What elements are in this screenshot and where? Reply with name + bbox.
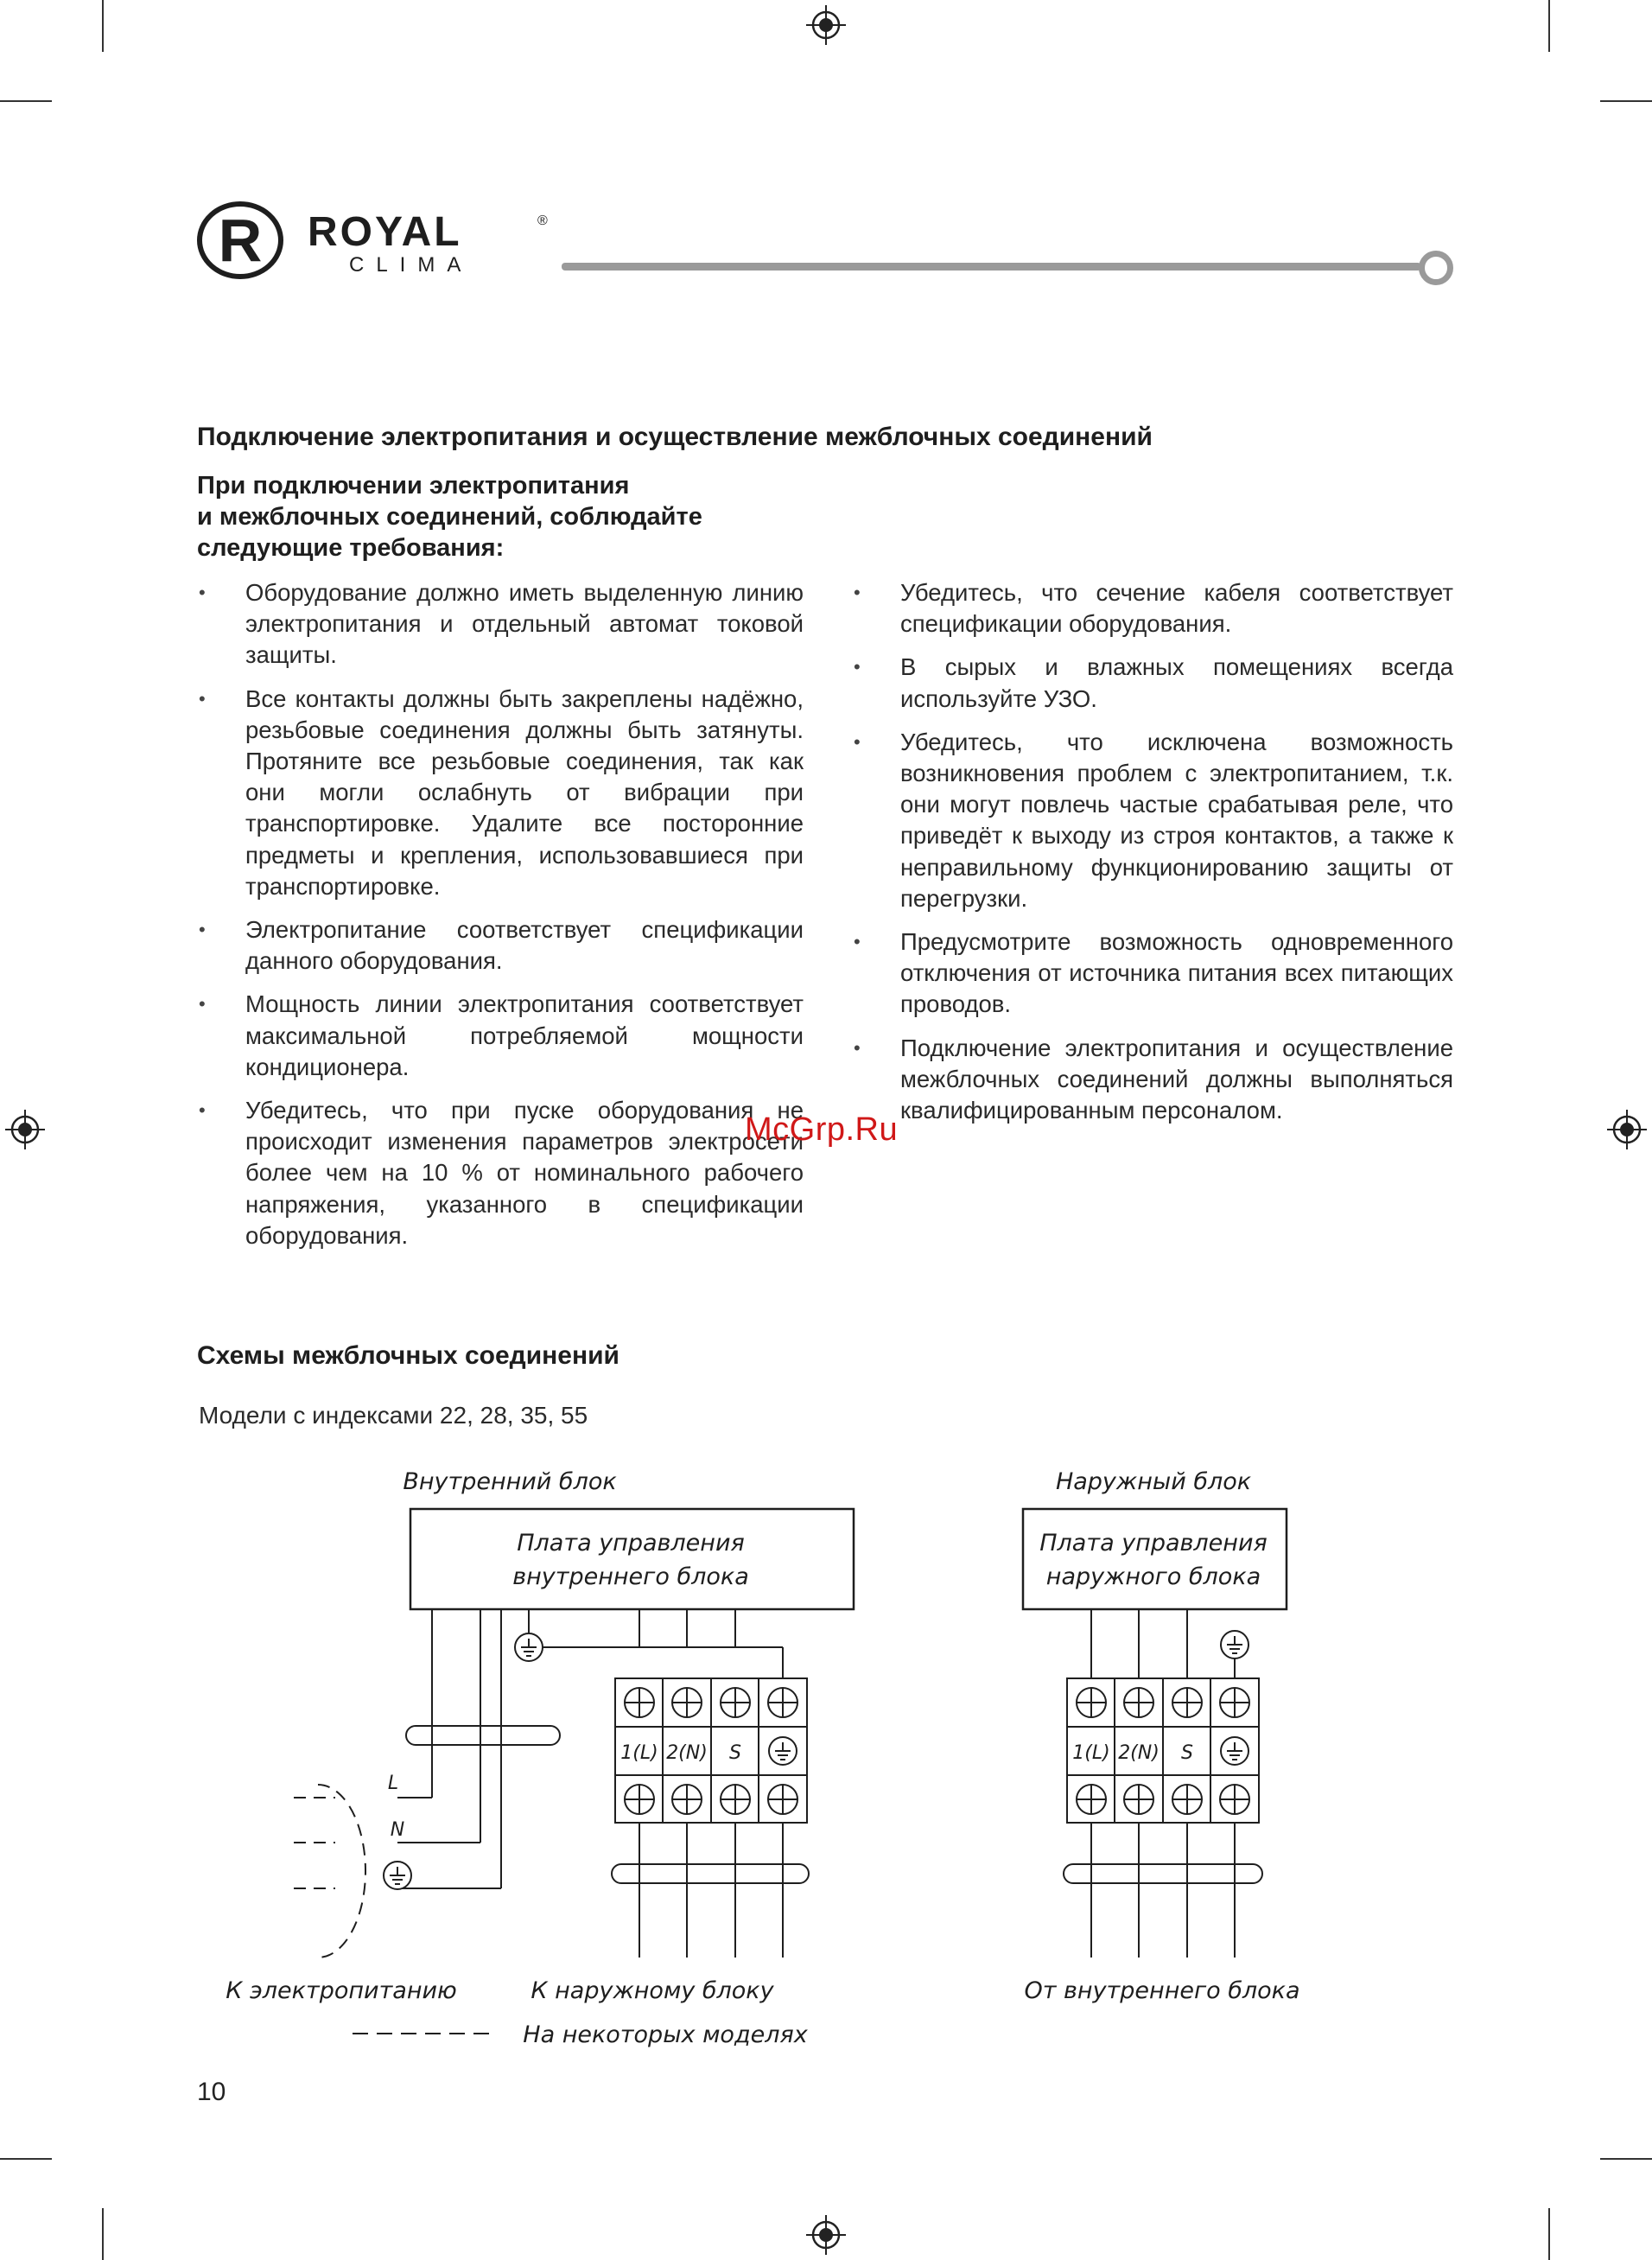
wiring-diagram xyxy=(226,1452,1382,2057)
crop-mark xyxy=(1548,2208,1550,2260)
to-power-label: К электропитанию xyxy=(226,1977,457,2004)
page-number: 10 xyxy=(197,2078,226,2106)
outdoor-board-label: наружного блока xyxy=(1045,1563,1261,1590)
crop-mark xyxy=(1600,100,1652,102)
crop-mark xyxy=(1600,2158,1652,2160)
indoor-board-label: внутреннего блока xyxy=(512,1563,749,1590)
crop-mark xyxy=(0,2158,52,2160)
list-item: • В сырых и влажных помещениях всегда используйте УЗО. xyxy=(852,652,1453,714)
registration-mark-icon xyxy=(1607,1110,1647,1149)
terminal-label: 1(L) xyxy=(1072,1742,1110,1764)
brand-subname: CLIMA xyxy=(349,253,473,277)
intro-line: следующие требования: xyxy=(197,534,505,562)
intro-line: и межблочных соединений, соблюдайте xyxy=(197,503,702,531)
terminal-label: 2(N) xyxy=(666,1742,708,1764)
svg-text:R: R xyxy=(218,207,263,274)
section-title: Подключение электропитания и осуществление межблочных соединений xyxy=(197,423,1153,451)
list-item: • Убедитесь, что при пуске оборудования не происходит изменения параметров электросети более чем на 10 % от номинального рабочего напряжения, указанного в спецификации оборудования. xyxy=(197,1095,804,1251)
list-item: • Предусмотрите возможность одновременного отключения от источника питания всех питающих проводов. xyxy=(852,926,1453,1021)
list-item: • Убедитесь, что исключена возможность возникновения проблем с электропитанием, т.к. они могут повлечь частые срабатывая реле, что приведёт к выходу из строя контактов, а также к неправильному функционированию защиты от перегрузки. xyxy=(852,727,1453,914)
dash-legend-label: На некоторых моделях xyxy=(523,2021,808,2048)
list-item: • Электропитание соответствует спецификации данного оборудования. xyxy=(197,914,804,977)
header-rule-end xyxy=(1419,251,1453,285)
list-item: • Подключение электропитания и осуществление межблочных соединений должны выполняться квалифицированным персоналом. xyxy=(852,1033,1453,1127)
wire-label: N xyxy=(390,1819,405,1841)
crop-mark xyxy=(102,0,104,52)
crop-mark xyxy=(102,2208,104,2260)
models-caption: Модели с индексами 22, 28, 35, 55 xyxy=(199,1402,588,1429)
watermark[interactable]: McGrp.Ru xyxy=(745,1111,899,1148)
crop-mark xyxy=(0,100,52,102)
indoor-board xyxy=(410,1509,854,1609)
wire-label: L xyxy=(387,1773,399,1794)
diagrams-title: Схемы межблочных соединений xyxy=(197,1341,620,1370)
outdoor-board-label: Плата управления xyxy=(1039,1530,1268,1557)
list-item: • Оборудование должно иметь выделенную линию электропитания и отдельный автомат токовой защиты. xyxy=(197,577,804,672)
from-indoor-label: От внутреннего блока xyxy=(1024,1977,1300,2004)
requirements-list-right xyxy=(852,577,1453,1138)
list-item: • Все контакты должны быть закреплены надёжно, резьбовые соединения должны быть затянуты. Протяните все резьбовые соединения, так как они могли ослабнуть от вибрации при транспортировке. Удалите все посторонние предметы и крепления, использовавшиеся при транспортировке. xyxy=(197,684,804,902)
terminal-label: S xyxy=(729,1742,741,1764)
royal-clima-logo xyxy=(197,197,560,283)
terminal-label: 1(L) xyxy=(620,1742,658,1764)
outdoor-board xyxy=(1023,1509,1287,1609)
header-rule xyxy=(562,263,1421,271)
crop-mark xyxy=(1548,0,1550,52)
list-item: • Мощность линии электропитания соответствует максимальной потребляемой мощности кондиционера. xyxy=(197,989,804,1083)
indoor-unit-label: Внутренний блок xyxy=(403,1468,617,1495)
terminal-label: 2(N) xyxy=(1118,1742,1160,1764)
registration-mark-icon xyxy=(806,5,846,45)
indoor-board-label: Плата управления xyxy=(517,1530,745,1557)
requirements-list-left xyxy=(197,577,804,1264)
registration-mark-icon xyxy=(806,2215,846,2255)
to-outdoor-label: К наружному блоку xyxy=(531,1977,774,2004)
intro-text xyxy=(197,470,819,563)
brand-name: ROYAL xyxy=(308,209,462,255)
registered-mark: ® xyxy=(537,213,548,228)
registration-mark-icon xyxy=(5,1110,45,1149)
outdoor-unit-label: Наружный блок xyxy=(1055,1468,1252,1495)
intro-line: При подключении электропитания xyxy=(197,472,630,500)
terminal-label: S xyxy=(1181,1742,1193,1764)
list-item: • Убедитесь, что сечение кабеля соответствует спецификации оборудования. xyxy=(852,577,1453,640)
